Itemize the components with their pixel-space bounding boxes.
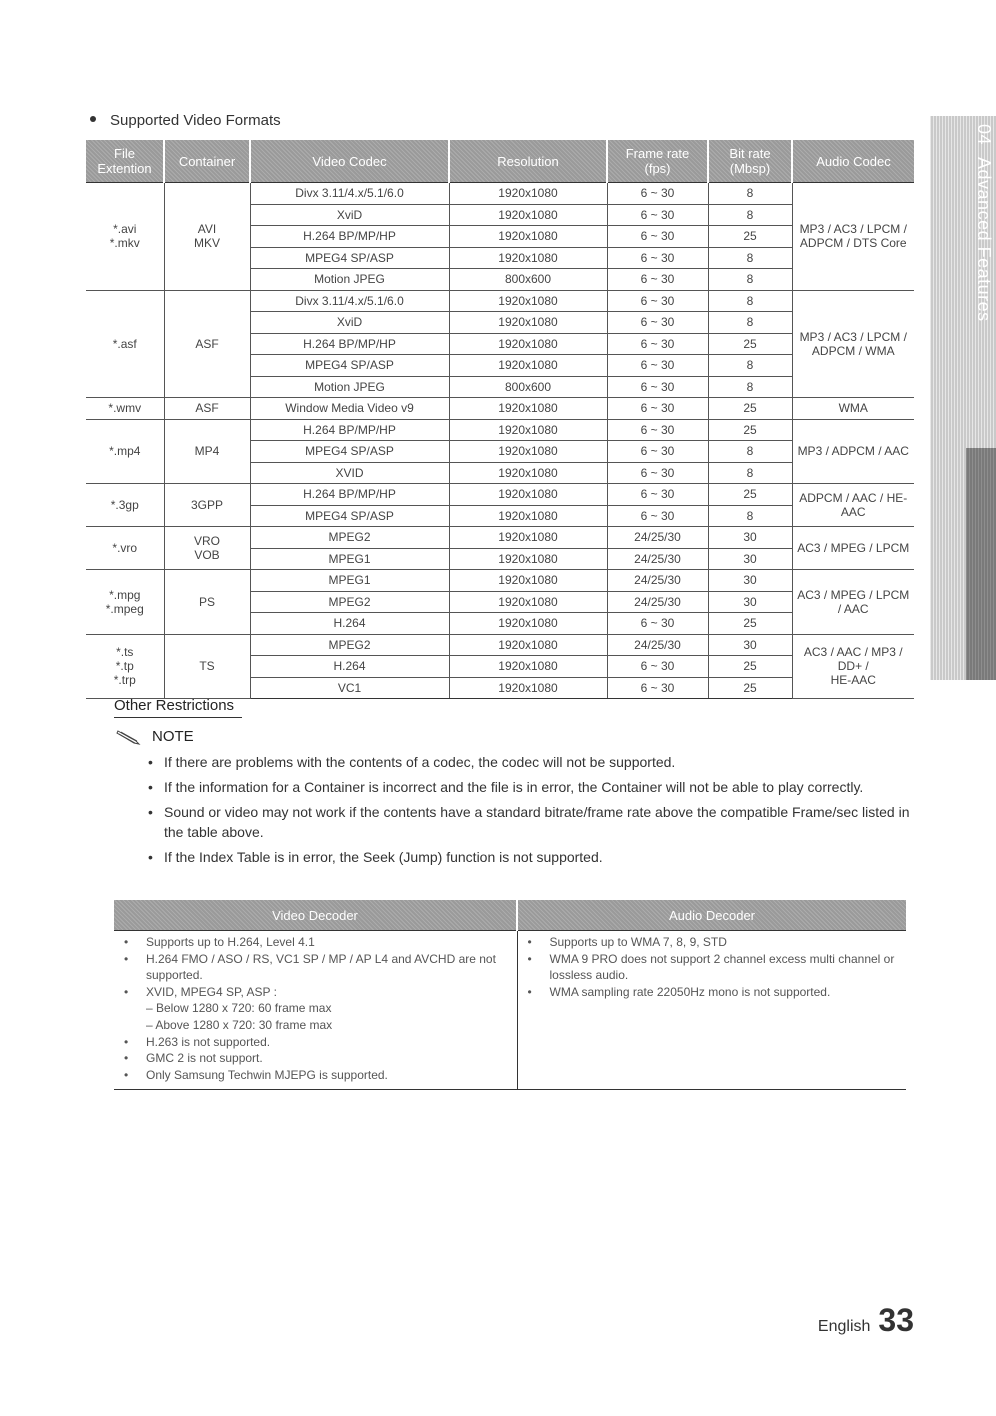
frame-rate-cell: 24/25/30 <box>607 527 708 549</box>
chapter-side-tab <box>930 116 996 680</box>
bit-rate-cell: 25 <box>708 398 792 420</box>
frame-rate-cell: 6 ~ 30 <box>607 333 708 355</box>
bit-rate-cell: 25 <box>708 226 792 248</box>
format-group <box>86 419 914 484</box>
bit-rate-cell: 8 <box>708 183 792 205</box>
list-item: – Above 1280 x 720: 30 frame max <box>146 1017 333 1032</box>
video-codec-cell: Motion JPEG <box>250 269 449 291</box>
video-codec-cell: MPEG1 <box>250 570 449 592</box>
file-extension-cell: *.mpg *.mpeg <box>86 570 164 635</box>
video-codec-cell: H.264 <box>250 656 449 678</box>
header-bit-rate: Bit rate (Mbsp) <box>708 140 792 183</box>
table-row <box>86 419 914 441</box>
resolution-cell: 1920x1080 <box>449 312 607 334</box>
bit-rate-cell: 25 <box>708 484 792 506</box>
video-codec-cell: MPEG2 <box>250 527 449 549</box>
header-video-codec: Video Codec <box>250 140 449 183</box>
list-item: • If the Index Table is in error, the Seek (Jump) function is not supported. <box>148 849 603 865</box>
container-cell: PS <box>164 570 250 635</box>
video-codec-cell: MPEG4 SP/ASP <box>250 355 449 377</box>
file-extension-cell: *.avi *.mkv <box>86 183 164 291</box>
bit-rate-cell: 8 <box>708 290 792 312</box>
resolution-cell: 1920x1080 <box>449 226 607 248</box>
bit-rate-cell: 25 <box>708 419 792 441</box>
list-item: • If there are problems with the contents of a codec, the codec will not be supported. <box>148 754 676 770</box>
resolution-cell: 1920x1080 <box>449 484 607 506</box>
resolution-cell: 1920x1080 <box>449 183 607 205</box>
container-cell: ASF <box>164 398 250 420</box>
notes-list <box>148 752 918 872</box>
file-extension-cell: *.asf <box>86 290 164 398</box>
video-codec-cell: XVID <box>250 462 449 484</box>
frame-rate-cell: 6 ~ 30 <box>607 355 708 377</box>
resolution-cell: 1920x1080 <box>449 548 607 570</box>
side-tab-marker <box>966 448 996 680</box>
page-number: 33 <box>878 1302 914 1338</box>
video-codec-cell: H.264 BP/MP/HP <box>250 226 449 248</box>
audio-codec-cell: ADPCM / AAC / HE-AAC <box>792 484 914 527</box>
frame-rate-cell: 24/25/30 <box>607 548 708 570</box>
container-cell: TS <box>164 634 250 699</box>
note-pencil-icon <box>116 729 142 745</box>
table-row <box>86 484 914 506</box>
format-group <box>86 183 914 291</box>
table-row <box>86 183 914 205</box>
audio-codec-cell: MP3 / AC3 / LPCM / ADPCM / DTS Core <box>792 183 914 291</box>
video-decoder-list <box>120 934 511 1083</box>
bit-rate-cell: 8 <box>708 376 792 398</box>
table-row <box>86 570 914 592</box>
resolution-cell: 1920x1080 <box>449 247 607 269</box>
bit-rate-cell: 8 <box>708 505 792 527</box>
page-footer <box>818 1302 914 1339</box>
header-resolution: Resolution <box>449 140 607 183</box>
video-codec-cell: XviD <box>250 312 449 334</box>
table-row <box>86 398 914 420</box>
frame-rate-cell: 6 ~ 30 <box>607 204 708 226</box>
resolution-cell: 800x600 <box>449 376 607 398</box>
video-codec-cell: Divx 3.11/4.x/5.1/6.0 <box>250 183 449 205</box>
audio-decoder-header: Audio Decoder <box>517 900 906 931</box>
list-item: • Supports up to WMA 7, 8, 9, STD <box>527 935 727 949</box>
frame-rate-cell: 24/25/30 <box>607 591 708 613</box>
container-cell: 3GPP <box>164 484 250 527</box>
bullet-icon: • <box>124 1067 129 1082</box>
bit-rate-cell: 30 <box>708 527 792 549</box>
video-codec-cell: MPEG2 <box>250 634 449 656</box>
video-codec-cell: VC1 <box>250 677 449 699</box>
video-codec-cell: H.264 <box>250 613 449 635</box>
header-audio-codec: Audio Codec <box>792 140 914 183</box>
resolution-cell: 1920x1080 <box>449 419 607 441</box>
header-file-extension: File Extention <box>86 140 164 183</box>
bullet-icon: • <box>124 951 129 966</box>
container-cell: VRO VOB <box>164 527 250 570</box>
frame-rate-cell: 6 ~ 30 <box>607 290 708 312</box>
list-item: • GMC 2 is not support. <box>124 1051 263 1066</box>
resolution-cell: 1920x1080 <box>449 570 607 592</box>
frame-rate-cell: 6 ~ 30 <box>607 613 708 635</box>
header-frame-rate: Frame rate (fps) <box>607 140 708 183</box>
audio-codec-cell: AC3 / AAC / MP3 / DD+ / HE-AAC <box>792 634 914 699</box>
frame-rate-cell: 24/25/30 <box>607 634 708 656</box>
video-codec-cell: Divx 3.11/4.x/5.1/6.0 <box>250 290 449 312</box>
bit-rate-cell: 8 <box>708 312 792 334</box>
frame-rate-cell: 6 ~ 30 <box>607 419 708 441</box>
header-container: Container <box>164 140 250 183</box>
bullet-icon: • <box>527 951 532 966</box>
frame-rate-cell: 6 ~ 30 <box>607 226 708 248</box>
container-cell: ASF <box>164 290 250 398</box>
resolution-cell: 1920x1080 <box>449 656 607 678</box>
resolution-cell: 1920x1080 <box>449 677 607 699</box>
video-codec-cell: XviD <box>250 204 449 226</box>
resolution-cell: 1920x1080 <box>449 441 607 463</box>
note-heading <box>116 728 194 745</box>
resolution-cell: 1920x1080 <box>449 634 607 656</box>
bit-rate-cell: 30 <box>708 548 792 570</box>
bullet-icon: • <box>124 1051 129 1066</box>
bit-rate-cell: 8 <box>708 269 792 291</box>
list-item: • If the information for a Container is incorrect and the file is in error, the Container will not be able to play correctly. <box>148 779 864 795</box>
frame-rate-cell: 6 ~ 30 <box>607 462 708 484</box>
format-group <box>86 290 914 398</box>
frame-rate-cell: 6 ~ 30 <box>607 247 708 269</box>
bit-rate-cell: 8 <box>708 355 792 377</box>
table-row <box>86 634 914 656</box>
bullet-icon: • <box>124 984 129 999</box>
resolution-cell: 1920x1080 <box>449 613 607 635</box>
list-item: • Only Samsung Techwin MJEPG is supported. <box>124 1067 388 1082</box>
video-codec-cell: Window Media Video v9 <box>250 398 449 420</box>
resolution-cell: 1920x1080 <box>449 290 607 312</box>
other-restrictions-title: Other Restrictions <box>114 697 242 718</box>
frame-rate-cell: 6 ~ 30 <box>607 376 708 398</box>
list-item: • WMA 9 PRO does not support 2 channel excess multi channel or lossless audio. <box>527 951 895 983</box>
file-extension-cell: *.vro <box>86 527 164 570</box>
video-codec-cell: Motion JPEG <box>250 376 449 398</box>
bit-rate-cell: 30 <box>708 634 792 656</box>
bit-rate-cell: 8 <box>708 247 792 269</box>
video-codec-cell: H.264 BP/MP/HP <box>250 484 449 506</box>
audio-codec-cell: MP3 / ADPCM / AAC <box>792 419 914 484</box>
container-cell: AVI MKV <box>164 183 250 291</box>
list-item: • WMA sampling rate 22050Hz mono is not supported. <box>527 984 831 999</box>
frame-rate-cell: 6 ~ 30 <box>607 677 708 699</box>
decoder-table <box>114 900 906 1090</box>
frame-rate-cell: 6 ~ 30 <box>607 183 708 205</box>
video-codec-cell: H.264 BP/MP/HP <box>250 333 449 355</box>
video-codec-cell: MPEG4 SP/ASP <box>250 247 449 269</box>
video-codec-cell: MPEG2 <box>250 591 449 613</box>
frame-rate-cell: 6 ~ 30 <box>607 441 708 463</box>
audio-codec-cell: WMA <box>792 398 914 420</box>
frame-rate-cell: 6 ~ 30 <box>607 269 708 291</box>
format-group <box>86 484 914 527</box>
audio-codec-cell: AC3 / MPEG / LPCM / AAC <box>792 570 914 635</box>
bit-rate-cell: 25 <box>708 656 792 678</box>
resolution-cell: 1920x1080 <box>449 355 607 377</box>
audio-codec-cell: MP3 / AC3 / LPCM / ADPCM / WMA <box>792 290 914 398</box>
video-codec-cell: MPEG1 <box>250 548 449 570</box>
audio-decoder-cell <box>517 931 906 1090</box>
table-row <box>86 527 914 549</box>
frame-rate-cell: 6 ~ 30 <box>607 656 708 678</box>
file-extension-cell: *.ts *.tp *.trp <box>86 634 164 699</box>
list-item: • XVID, MPEG4 SP, ASP : <box>124 984 277 999</box>
bit-rate-cell: 25 <box>708 613 792 635</box>
format-group <box>86 398 914 420</box>
format-group <box>86 527 914 570</box>
frame-rate-cell: 24/25/30 <box>607 570 708 592</box>
video-decoder-header: Video Decoder <box>114 900 517 931</box>
bit-rate-cell: 8 <box>708 441 792 463</box>
table-header-row <box>86 140 914 183</box>
bit-rate-cell: 30 <box>708 570 792 592</box>
list-item: • Sound or video may not work if the contents have a standard bitrate/frame rate above the compatible Frame/sec listed in the table above. <box>148 804 910 840</box>
bullet-icon: • <box>124 935 129 949</box>
file-extension-cell: *.mp4 <box>86 419 164 484</box>
resolution-cell: 1920x1080 <box>449 591 607 613</box>
file-extension-cell: *.wmv <box>86 398 164 420</box>
resolution-cell: 1920x1080 <box>449 333 607 355</box>
note-label: NOTE <box>152 728 194 745</box>
format-group <box>86 570 914 635</box>
bit-rate-cell: 30 <box>708 591 792 613</box>
footer-language: English <box>817 1318 871 1335</box>
audio-decoder-list <box>524 934 901 1000</box>
resolution-cell: 1920x1080 <box>449 527 607 549</box>
video-codec-cell: H.264 BP/MP/HP <box>250 419 449 441</box>
list-item: – Below 1280 x 720: 60 frame max <box>146 1001 332 1016</box>
chapter-title: Advanced Features <box>974 157 994 322</box>
container-cell: MP4 <box>164 419 250 484</box>
bit-rate-cell: 25 <box>708 333 792 355</box>
bit-rate-cell: 8 <box>708 462 792 484</box>
frame-rate-cell: 6 ~ 30 <box>607 312 708 334</box>
resolution-cell: 1920x1080 <box>449 462 607 484</box>
format-group <box>86 634 914 699</box>
video-codec-cell: MPEG4 SP/ASP <box>250 441 449 463</box>
table-row <box>86 290 914 312</box>
frame-rate-cell: 6 ~ 30 <box>607 505 708 527</box>
frame-rate-cell: 6 ~ 30 <box>607 484 708 506</box>
resolution-cell: 800x600 <box>449 269 607 291</box>
chapter-number: 04 <box>974 124 994 146</box>
video-decoder-cell <box>114 931 517 1090</box>
resolution-cell: 1920x1080 <box>449 398 607 420</box>
bullet-icon: • <box>124 1034 129 1049</box>
list-item: • H.264 FMO / ASO / RS, VC1 SP / MP / AP L4 and AVCHD are not supported. <box>124 951 496 983</box>
list-item: • H.263 is not supported. <box>124 1034 271 1049</box>
frame-rate-cell: 6 ~ 30 <box>607 398 708 420</box>
bullet-icon: • <box>527 935 532 949</box>
audio-codec-cell: AC3 / MPEG / LPCM <box>792 527 914 570</box>
bit-rate-cell: 8 <box>708 204 792 226</box>
resolution-cell: 1920x1080 <box>449 204 607 226</box>
video-codec-cell: MPEG4 SP/ASP <box>250 505 449 527</box>
section-title: Supported Video Formats <box>90 112 281 129</box>
video-formats-table <box>86 140 914 699</box>
file-extension-cell: *.3gp <box>86 484 164 527</box>
bit-rate-cell: 25 <box>708 677 792 699</box>
resolution-cell: 1920x1080 <box>449 505 607 527</box>
bullet-icon <box>90 116 96 122</box>
list-item: • Supports up to H.264, Level 4.1 <box>124 935 315 949</box>
bullet-icon: • <box>527 984 532 999</box>
